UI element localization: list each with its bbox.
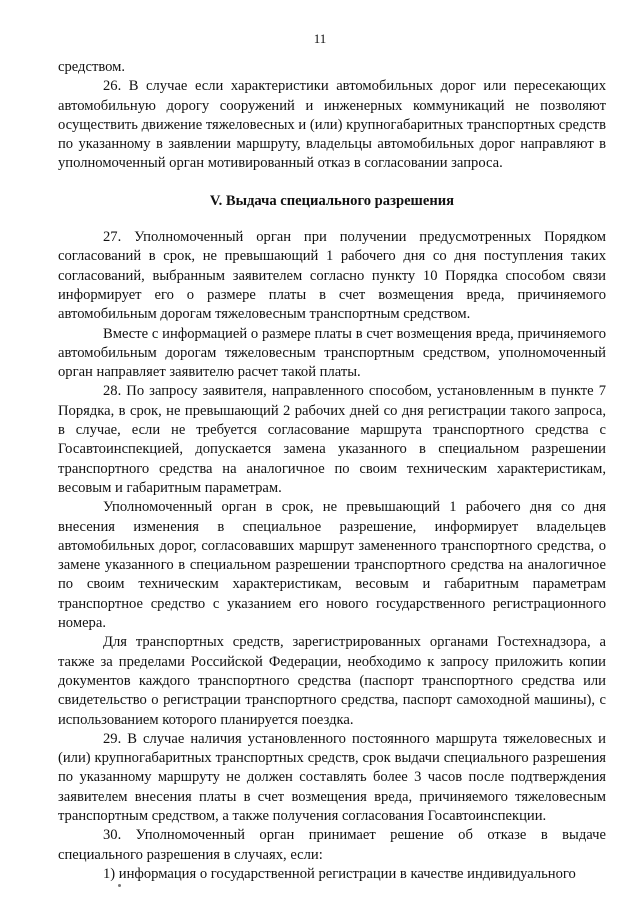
paragraph-28: 28. По запросу заявителя, направленного способом, установленным в пункте 7 Порядка, в срок, не превышающий 2 рабочих дней со дня регистрации такого запроса, в случае, если не требуется согласование маршрута транспортного средства с Госавтоинспекцией, допускается замена указанного в специальном разрешении транспортного средства на аналогичное по своим техническим характеристикам, весовым и габаритным параметрам. (58, 383, 606, 496)
paragraph-28-documents: Для транспортных средств, зарегистрированных органами Гостехнадзора, а также за пределами Российской Федерации, необходимо к запросу приложить копии документов каждого транспортного средства (паспорт транспортного средства или свидетельство о регистрации транспортного средства, паспорт самоходной машины), с использованием которого планируется поездка. (58, 634, 606, 728)
section-heading: V. Выдача специального разрешения (209, 192, 455, 209)
paragraph-27: 27. Уполномоченный орган при получении предусмотренных Порядком согласований в срок, не превышающий 1 рабочего дня со дня поступления таких согласований, выбранным заявителем согласно пункту 10 Порядка способом связи информирует его о размере платы в счет возмещения вреда, причиняемого автомобильным дорогам тяжеловесным транспортным средством. (58, 229, 606, 323)
paragraph-27-continued: Вместе с информацией о размере платы в счет возмещения вреда, причиняемого автомобильным дорогам тяжеловесным транспортным средством, уполномоченный орган направляет заявителю расчет такой платы. (58, 325, 606, 381)
page-number: 11 (313, 31, 327, 46)
paragraph-30: 30. Уполномоченный орган принимает решение об отказе в выдаче специального разрешения в случаях, если: (58, 827, 606, 863)
paragraph-29: 29. В случае наличия установленного постоянного маршрута тяжеловесных и (или) крупногабаритных транспортных средств, срок выдачи специального разрешения по указанному маршруту не должен составлять более 3 часов после подтверждения заявителем внесения платы в счет возмещения вреда, причиняемого тяжеловесным транспортным средством, а также получения согласования Госавтоинспекции. (58, 730, 606, 824)
paragraph-26: 26. В случае если характеристики автомобильных дорог или пересекающих автомобильную дорогу сооружений и инженерных коммуникаций не позволяют осуществить движение тяжеловесных и (или) крупногабаритных транспортных средств по указанному в заявлении маршруту, владельцы автомобильных дорог направляют в уполномоченный орган мотивированный отказ в согласовании запроса. (58, 78, 606, 172)
document-body (58, 58, 606, 884)
scan-speck (118, 884, 121, 887)
paragraph-30-item-1: 1) информация о государственной регистрации в качестве индивидуального (103, 865, 576, 882)
paragraph-continuation: средством. (58, 59, 126, 75)
paragraph-28-continued: Уполномоченный орган в срок, не превышающий 1 рабочего дня со дня внесения изменения в специальное разрешение, информирует владельцев автомобильных дорог, согласовавших маршрут замененного транспортного средства, о замене указанного в специальном разрешении транспортного средства на аналогичное по своим техническим характеристикам, весовым и габаритным параметрам транспортное средство с указанием его нового государственного регистрационного номера. (58, 499, 606, 632)
